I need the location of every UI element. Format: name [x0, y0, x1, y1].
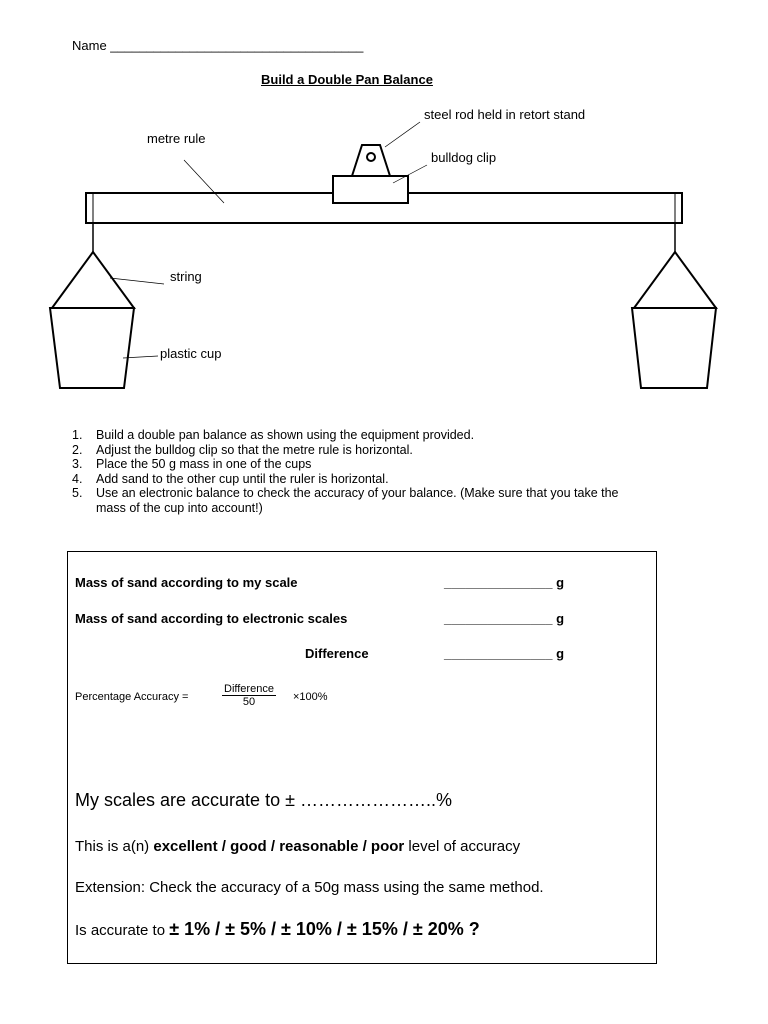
list-item: 2. Adjust the bulldog clip so that the metre rule is horizontal. [72, 442, 413, 457]
metre-rule-label: metre rule [147, 131, 206, 146]
electronic-scale-label: Mass of sand according to electronic scales [75, 611, 348, 626]
left-string [52, 252, 134, 308]
list-item: 4. Add sand to the other cup until the ruler is horizontal. [72, 471, 389, 486]
bulldog-clip [333, 176, 408, 203]
list-item: 5. Use an electronic balance to check the accuracy of your balance. (Make sure that you take the mass of the cup into account!) [72, 486, 619, 515]
string-label: string [170, 269, 202, 284]
left-cup [50, 308, 134, 388]
difference-blank[interactable]: _______________ g [444, 646, 565, 661]
bulldog-clip-label: bulldog clip [431, 150, 497, 165]
plastic-cup-label: plastic cup [160, 346, 222, 361]
percentage-accuracy-label: Percentage Accuracy = [75, 691, 189, 703]
page-title: Build a Double Pan Balance [261, 72, 433, 87]
percentage-multiplier: ×100% [293, 691, 328, 703]
name-field-label: Name ___________________________________ [72, 38, 364, 53]
list-item: 1. Build a double pan balance as shown using the equipment provided. [72, 428, 475, 442]
right-string [634, 252, 716, 308]
balance-diagram [0, 0, 768, 420]
electronic-scale-blank[interactable]: _______________ g [444, 611, 565, 626]
right-cup [632, 308, 716, 388]
percentage-formula-fraction: Difference 50 [224, 683, 274, 708]
my-scale-label: Mass of sand according to my scale [75, 575, 298, 590]
instruction-list [72, 428, 672, 515]
list-item: 3. Place the 50 g mass in one of the cups [72, 457, 312, 471]
my-scale-blank[interactable]: _______________ g [444, 575, 565, 590]
is-accurate-statement[interactable]: Is accurate to ± 1% / ± 5% / ± 10% / ± 15% / ± 20% ? [75, 919, 480, 939]
accuracy-level-statement[interactable]: This is a(n) excellent / good / reasonable / poor level of accuracy [75, 838, 521, 855]
rod-label: steel rod held in retort stand [424, 107, 586, 122]
accuracy-statement[interactable]: My scales are accurate to ± …………………..% [75, 790, 452, 810]
extension-text: Extension: Check the accuracy of a 50g mass using the same method. [75, 879, 544, 896]
difference-label: Difference [305, 646, 369, 661]
